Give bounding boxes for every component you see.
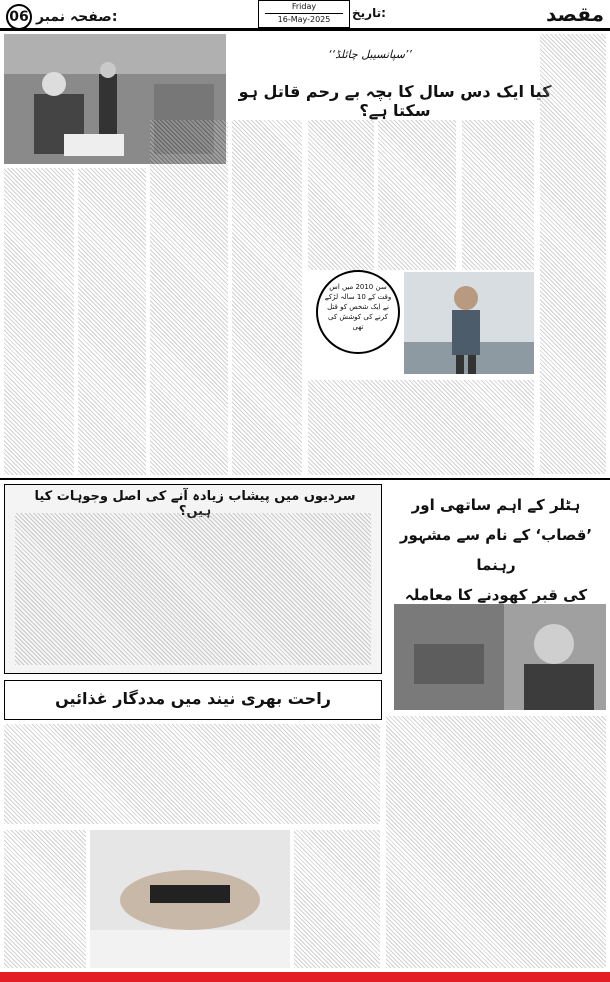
page-label: صفحہ نمبر: (36, 9, 118, 25)
sleep-photo-illustration (90, 830, 290, 968)
page-number-block (6, 4, 117, 30)
date-label: تاریخ: (352, 6, 386, 20)
hitler-photo (394, 604, 606, 710)
lead-column-lower (308, 380, 534, 475)
winter-story-text (15, 513, 371, 665)
lead-headline: کیا ایک دس سال کا بچہ بے رحم قاتل ہو سکتا ہے؟ (238, 82, 552, 120)
hitler-headline-line-2: ’قصاب‘ کے نام سے مشہور رہنما (399, 526, 593, 574)
lead-column-4 (308, 120, 374, 270)
lead-column-1 (540, 34, 606, 474)
lead-column-7 (78, 168, 146, 475)
lead-kicker: ’’سپانسیبل چائلڈ‘‘ (328, 48, 412, 61)
lead-column-5 (232, 120, 302, 475)
boy-photo (404, 272, 534, 374)
sleep-photo (90, 830, 290, 968)
date-text: 16-May-2025 (277, 15, 331, 24)
lead-column-3 (378, 120, 456, 270)
lead-column-8 (4, 168, 74, 475)
day-text: Friday (291, 2, 317, 11)
sleep-headline-box (4, 680, 382, 720)
page-number: 06 (6, 4, 32, 30)
sleep-headline: راحت بھری نیند میں مددگار غذائیں (55, 689, 331, 708)
winter-left-pattern (5, 485, 13, 673)
pull-quote-circle: سن 2010 میں اس وقت کے 10 سالہ لڑکے نے ایک شخص کو قتل کرنے کی کوشش کی تھی (316, 270, 400, 354)
boy-photo-illustration (404, 272, 534, 374)
hitler-story-text (386, 716, 606, 968)
date-box (258, 0, 350, 28)
lead-column-6 (150, 120, 228, 475)
sleep-story-text-left (4, 830, 86, 968)
section-rule-1 (0, 478, 610, 480)
hitler-headline-block (386, 490, 606, 610)
newspaper-brand: مقصد (545, 2, 604, 26)
hitler-photo-illustration (394, 604, 606, 710)
winter-headline: سردیوں میں پیشاب زیادہ آنے کی اصل وجوہات کیا ہیں؟ (34, 489, 356, 519)
header-rule (0, 28, 610, 31)
hitler-headline-line-3: کی قبر کھودنے کا معاملہ (404, 586, 588, 604)
sleep-story-text-upper (4, 724, 380, 824)
sleep-story-text-right (294, 830, 380, 968)
winter-story-box (4, 484, 382, 674)
lead-column-2 (462, 120, 534, 270)
hitler-headline-line-1: ہٹلر کے اہم ساتھی اور (411, 496, 581, 514)
footer-bar (0, 972, 610, 982)
